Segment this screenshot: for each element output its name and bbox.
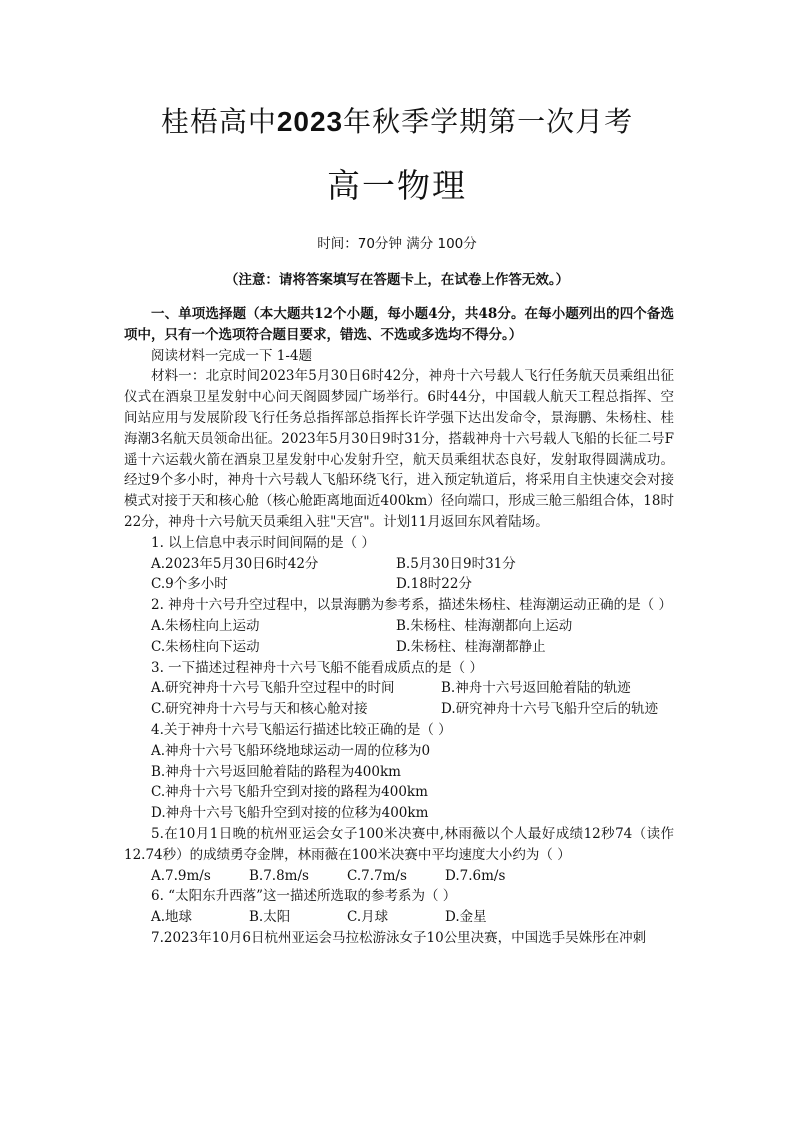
question-5-stem: 5.在10月1日晚的杭州亚运会女子100米决赛中,林雨薇以个人最好成绩12秒74（读作12.74秒）的成绩勇夺金牌，林雨薇在100米决赛中平均速度大小约为（ ） <box>124 825 674 863</box>
question-1-option-b: B.5月30日9时31分 <box>396 555 516 572</box>
question-6-option-d: D.金星 <box>445 909 487 926</box>
subject-title: 高一物理 <box>327 166 467 205</box>
question-4-stem: 4.关于神舟十六号飞船运行描述比较正确的是（ ） <box>151 721 452 738</box>
question-1-option-d: D.18时22分 <box>396 576 472 593</box>
exam-year: 2023 <box>276 106 344 137</box>
question-1-stem: 1. 以上信息中表示时间间隔的是（ ） <box>151 534 375 551</box>
question-5-options <box>124 866 674 887</box>
question-3-option-d: D.研究神舟十六号飞船升空后的轨迹 <box>441 701 659 718</box>
answer-notice: （注意：请将答案填写在答题卡上，在试卷上作答无效。） <box>224 272 570 288</box>
reading-intro: 阅读材料一完成一下 1-4题 <box>151 347 313 364</box>
question-5-option-b: B.7.8m/s <box>249 867 309 884</box>
question-6-stem: 6. “太阳东升西落”这一描述所选取的参考系为（ ） <box>151 888 457 905</box>
exam-term: 年秋季学期第一次月考 <box>343 105 634 138</box>
question-4-option-c: C.神舟十六号飞船升空到对接的路程为400km <box>151 784 428 801</box>
time-score-info: 时间：70分钟 满分 100分 <box>317 236 477 252</box>
question-4-option-b: B.神舟十六号返回舱着陆的路程为400km <box>151 763 401 780</box>
question-1-option-a: A.2023年5月30日6时42分 <box>151 555 319 572</box>
question-3-option-c: C.研究神舟十六号与天和核心舱对接 <box>151 701 368 718</box>
question-5-option-a: A.7.9m/s <box>151 867 211 884</box>
question-1-options-row2 <box>124 574 674 595</box>
question-2-option-d: D.朱杨柱、桂海潮都静止 <box>396 638 546 655</box>
question-6-option-b: B.太阳 <box>249 909 291 926</box>
question-1-options-row1 <box>124 554 674 575</box>
question-3-option-b: B.神舟十六号返回舱着陆的轨迹 <box>441 680 631 697</box>
question-4-option-d: D.神舟十六号飞船升空到对接的位移为400km <box>151 805 429 822</box>
school-name: 桂梧高中 <box>160 105 277 138</box>
exam-content <box>124 304 674 949</box>
question-2-option-b: B.朱杨柱、桂海潮都向上运动 <box>396 617 573 634</box>
question-2-options-row1 <box>124 616 674 637</box>
question-2-option-a: A.朱杨柱向上运动 <box>151 617 260 634</box>
question-3-options-row2 <box>124 699 674 720</box>
question-2-stem: 2. 神舟十六号升空过程中，以景海鹏为参考系，描述朱杨柱、桂海潮运动正确的是（ ） <box>151 597 672 614</box>
section-heading: 一、单项选择题（本大题共12个小题，每小题4分，共48分。在每小题列出的四个备选项中，只有一个选项符合题目要求，错选、不选或多选均不得分。） <box>124 306 674 343</box>
question-4-option-a: A.神舟十六号飞船环绕地球运动一周的位移为0 <box>151 742 431 759</box>
question-6-options <box>124 907 674 928</box>
question-3-stem: 3. 一下描述过程神舟十六号飞船不能看成质点的是（ ） <box>151 659 483 676</box>
question-3-options-row1 <box>124 678 674 699</box>
question-3-option-a: A.研究神舟十六号飞船升空过程中的时间 <box>151 680 395 697</box>
reading-material: 材料一：北京时间2023年5月30日6时42分，神舟十六号载人飞行任务航天员乘组出征仪式在酒泉卫星发射中心问天阁圆梦园广场举行。6时44分，中国载人航天工程总指挥、空间站应用与发展阶段飞行任务总指挥部总指挥长许学强下达出发命令，景海鹏、朱杨柱、桂海潮3名航天员领命出征。2023年5月30日9时31分，搭载神舟十六号载人飞船的长征二号F遥十六运载火箭在酒泉卫星发射中心发射升空，航天员乘组状态良好，发射取得圆满成功。经过9个多小时，神舟十六号载人飞船环绕飞行，进入预定轨道后，将采用自主快速交会对接模式对接于天和核心舱（核心舱距离地面近400km）径向端口，形成三舱三船组合体，18时22分，神舟十六号航天员乘组入驻"天宫"。计划11月返回东风着陆场。 <box>124 368 674 530</box>
question-6-option-a: A.地球 <box>151 909 193 926</box>
question-7-stem: 7.2023年10月6日杭州亚运会马拉松游泳女子10公里决赛，中国选手吴姝彤在冲刺 <box>151 929 647 946</box>
question-5-option-c: C.7.7m/s <box>347 867 407 884</box>
question-2-options-row2 <box>124 637 674 658</box>
question-2-option-c: C.朱杨柱向下运动 <box>151 638 260 655</box>
exam-title <box>0 100 794 140</box>
question-5-option-d: D.7.6m/s <box>445 867 506 884</box>
question-1-option-c: C.9个多小时 <box>151 576 228 593</box>
question-6-option-c: C.月球 <box>347 909 389 926</box>
